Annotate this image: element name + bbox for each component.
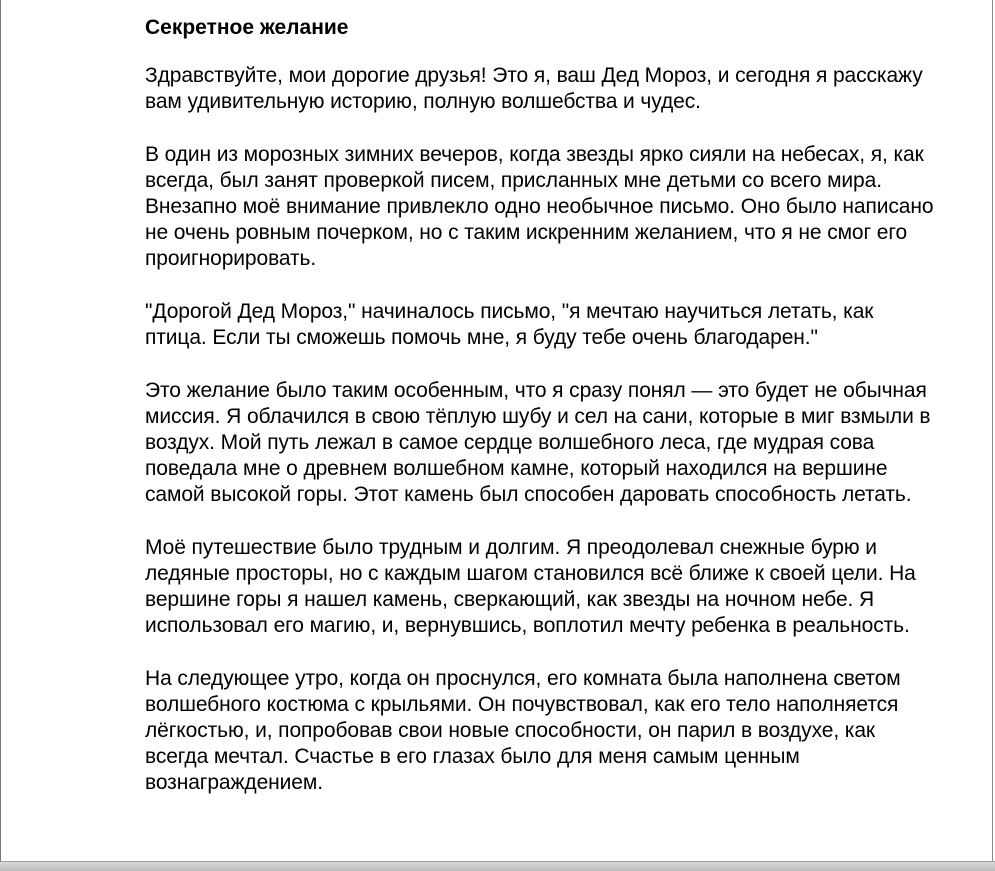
- document-title: Секретное желание: [145, 16, 349, 39]
- page-right-border: [992, 0, 993, 871]
- paragraph-letter-text: "Дорогой Дед Мороз," начиналось письмо, "я мечтаю научиться летать, как птица. Если ты сможешь помочь мне, я буду тебе очень благодарен.": [145, 300, 874, 349]
- paragraph-journey: Моё путешествие было трудным и долгим. Я преодолевал снежные бурю и ледяные просторы, но с каждым шагом становился всё ближе к своей цели. На вершине горы я нашел камень, сверкающий, как звезды на ночном небе. Я использовал его магию, и, вернувшись, воплотил мечту ребенка в реальность.: [145, 536, 916, 637]
- document-page: [145, 15, 935, 862]
- paragraph-mission: Это желание было таким особенным, что я сразу понял — это будет не обычная миссия. Я облачился в свою тёплую шубу и сел на сани, которые в миг взмыли в воздух. Мой путь лежал в самое сердце волшебного леса, где мудрая сова поведала мне о древнем волшебном камне, который находился на вершине самой высокой горы. Этот камень был способен даровать способность летать.: [145, 379, 931, 506]
- paragraph-greeting: Здравствуйте, мои дорогие друзья! Это я, ваш Дед Мороз, и сегодня я расскажу вам удивительную историю, полную волшебства и чудес.: [145, 64, 923, 113]
- page-left-border: [0, 0, 1, 871]
- paragraph-next-morning: На следующее утро, когда он проснулся, его комната была наполнена светом волшебного костюма с крыльями. Он почувствовал, как его тело наполняется лёгкостью, и, попробовав свои новые способности, он парил в воздухе, как всегда мечтал. Счастье в его глазах было для меня самым ценным вознаграждением.: [145, 667, 901, 794]
- paragraph-letter-found: В один из морозных зимних вечеров, когда звезды ярко сияли на небесах, я, как всегда, был занят проверкой писем, присланных мне детьми со всего мира. Внезапно моё внимание привлекло одно необычное письмо. Оно было написано не очень ровным почерком, но с таким искренним желанием, что я не смог его проигнорировать.: [145, 143, 934, 270]
- page-bottom-edge: [0, 861, 995, 871]
